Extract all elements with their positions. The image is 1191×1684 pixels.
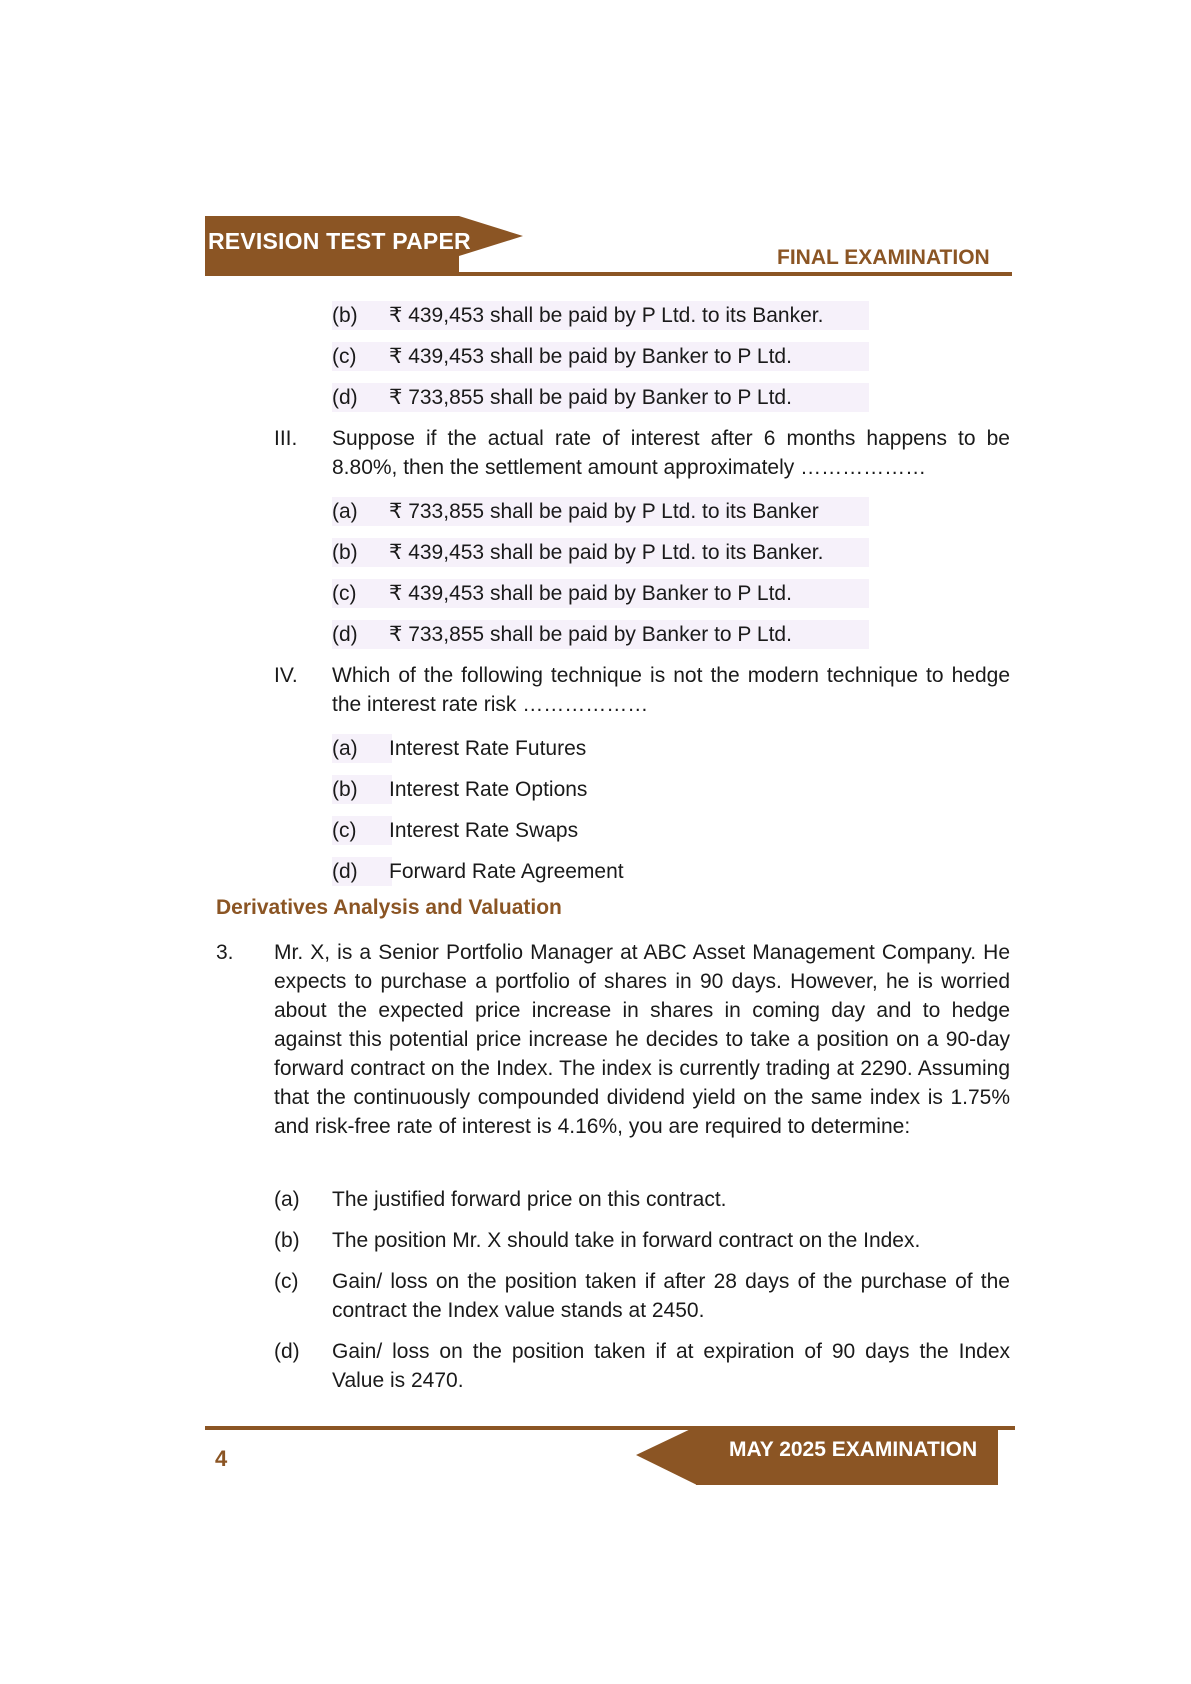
footer-exam-label: MAY 2025 EXAMINATION [729, 1438, 978, 1461]
page-number: 4 [215, 1446, 228, 1471]
header-exam-label: FINAL EXAMINATION [777, 246, 990, 269]
section-heading: Derivatives Analysis and Valuation [216, 896, 562, 919]
footer-arrow [636, 1426, 697, 1485]
header-rule [205, 272, 1012, 276]
header-title: REVISION TEST PAPER [208, 228, 471, 254]
